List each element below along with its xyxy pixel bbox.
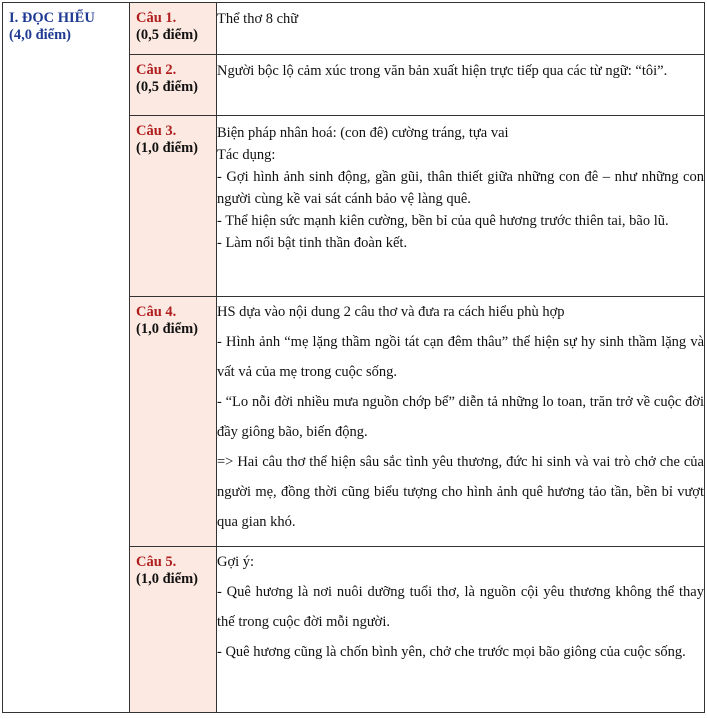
answer-line: - Làm nổi bật tinh thần đoàn kết.	[217, 235, 408, 251]
question-label: Câu 2.	[136, 62, 177, 78]
answer-line: HS dựa vào nội dung 2 câu thơ và đưa ra cách hiểu phù hợp	[217, 304, 565, 320]
answer-line: - Quê hương là nơi nuôi dưỡng tuổi thơ, là nguồn cội yêu thương không thể thay thế trong cuộc đời mỗi người.	[217, 584, 704, 630]
answer-line: - Quê hương cũng là chốn bình yên, chở che trước mọi bão giông của cuộc sống.	[217, 644, 686, 660]
answer-line: Gợi ý:	[217, 554, 255, 570]
question-label: Câu 3.	[136, 123, 177, 139]
answer-line: Thể thơ 8 chữ	[217, 11, 299, 27]
answer-cell	[217, 547, 705, 713]
question-points: (1,0 điểm)	[136, 571, 199, 587]
answer-cell	[217, 3, 705, 55]
answer-line: Người bộc lộ cảm xúc trong văn bản xuất hiện trực tiếp qua các từ ngữ: “tôi”.	[217, 63, 668, 79]
question-cell	[130, 116, 217, 297]
question-label: Câu 5.	[136, 554, 177, 570]
question-cell	[130, 297, 217, 547]
answer-line: - Hình ảnh “mẹ lặng thầm ngồi tát cạn đêm thâu” thể hiện sự hy sinh thầm lặng và vất vả của mẹ trong cuộc sống.	[217, 334, 704, 380]
answer-line: Biện pháp nhân hoá: (con đê) cường tráng, tựa vai	[217, 125, 509, 141]
question-cell	[130, 55, 217, 116]
question-points: (0,5 điểm)	[136, 79, 199, 95]
question-label: Câu 1.	[136, 10, 177, 26]
section-points: (4,0 điểm)	[9, 27, 72, 43]
answer-line: - Thể hiện sức mạnh kiên cường, bền bỉ của quê hương trước thiên tai, bão lũ.	[217, 213, 669, 229]
answer-cell	[217, 116, 705, 297]
answer-line: - Gợi hình ảnh sinh động, gần gũi, thân thiết giữa những con đê – như những con người cùng kề vai sát cánh bảo vệ làng quê.	[217, 169, 704, 207]
answer-line: => Hai câu thơ thể hiện sâu sắc tình yêu thương, đức hi sinh và vai trò chở che của người mẹ, đồng thời cũng biểu tượng cho hình ảnh quê hương tảo tần, bền bỉ vượt qua gian khó.	[217, 454, 704, 530]
section-cell	[3, 3, 130, 713]
question-cell	[130, 3, 217, 55]
answer-line: - “Lo nỗi đời nhiều mưa nguồn chớp bể” diễn tả những lo toan, trăn trở về cuộc đời đầy giông bão, biến động.	[217, 394, 704, 440]
question-points: (1,0 điểm)	[136, 140, 199, 156]
answer-cell	[217, 297, 705, 547]
question-cell	[130, 547, 217, 713]
section-title: I. ĐỌC HIỂU	[9, 10, 95, 26]
answer-line: Tác dụng:	[217, 147, 276, 163]
table-row	[3, 3, 705, 55]
question-points: (0,5 điểm)	[136, 27, 199, 43]
question-label: Câu 4.	[136, 304, 177, 320]
answer-cell	[217, 55, 705, 116]
question-points: (1,0 điểm)	[136, 321, 199, 337]
answer-table	[2, 2, 705, 713]
